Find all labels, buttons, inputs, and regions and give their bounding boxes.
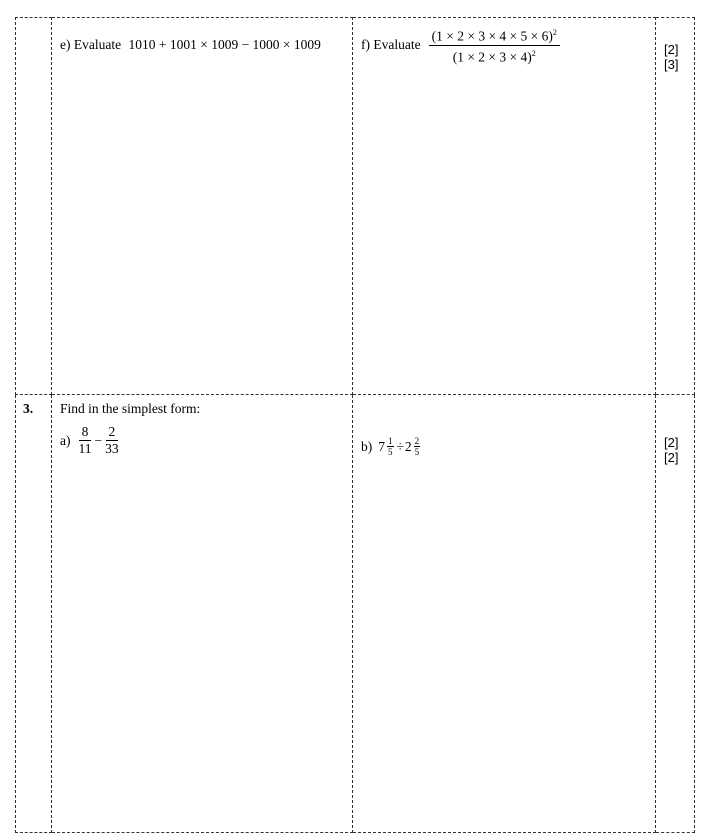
part-b: [361, 437, 422, 457]
mark-e: [2]: [664, 42, 679, 57]
part-f-numerator: $(1 \times 2 \times 3 \times 4 \times 5 \times 6)^2$: [429, 26, 560, 46]
mark-a: [2]: [664, 435, 679, 450]
part-f-fraction: [429, 26, 560, 64]
part-a: [60, 425, 121, 456]
part-a-cell: [52, 395, 353, 833]
part-a-label: a): [60, 432, 71, 448]
part-f: [361, 26, 562, 64]
question-number-cell: [16, 18, 52, 395]
part-e-cell: [52, 18, 353, 395]
question-instruction: Find in the simplest form:: [60, 401, 201, 416]
mark-f: [3]: [664, 57, 679, 72]
part-a-operator: −: [94, 432, 103, 448]
question-2-continued-row: [16, 18, 695, 395]
part-e: [60, 37, 321, 53]
marks-cell: [656, 395, 695, 833]
question-3-row: [16, 395, 695, 833]
part-a-fraction-2: $\frac{2}{33}$: [105, 424, 119, 456]
part-f-denominator: $(1 \times 2 \times 3 \times 4)^2$: [452, 48, 536, 64]
part-b-whole-2: 2: [404, 439, 412, 454]
marks-list: [664, 435, 678, 465]
question-number: 3.: [23, 401, 34, 416]
part-b-fraction-2: $\frac{2}{5}$: [414, 436, 420, 457]
part-f-label: f) Evaluate: [361, 37, 421, 52]
mark-b: [2]: [664, 450, 679, 465]
part-b-fraction-1: $\frac{1}{5}$: [388, 436, 393, 457]
marks-cell: [656, 18, 695, 395]
question-number-cell: [16, 395, 52, 833]
part-e-expression: 1010 + 1001 × 1009 − 1000 × 1009: [128, 37, 321, 52]
part-b-whole-1: 7: [378, 439, 385, 454]
part-f-cell: [353, 18, 656, 395]
part-b-cell: [353, 395, 656, 833]
worksheet-table: [15, 17, 695, 833]
marks-list: [664, 42, 678, 72]
part-e-label: e) Evaluate: [60, 37, 122, 52]
part-b-label: b): [361, 439, 373, 454]
part-b-operator: ÷: [396, 439, 404, 454]
part-a-fraction-1: $\frac{8}{11}$: [78, 424, 92, 456]
